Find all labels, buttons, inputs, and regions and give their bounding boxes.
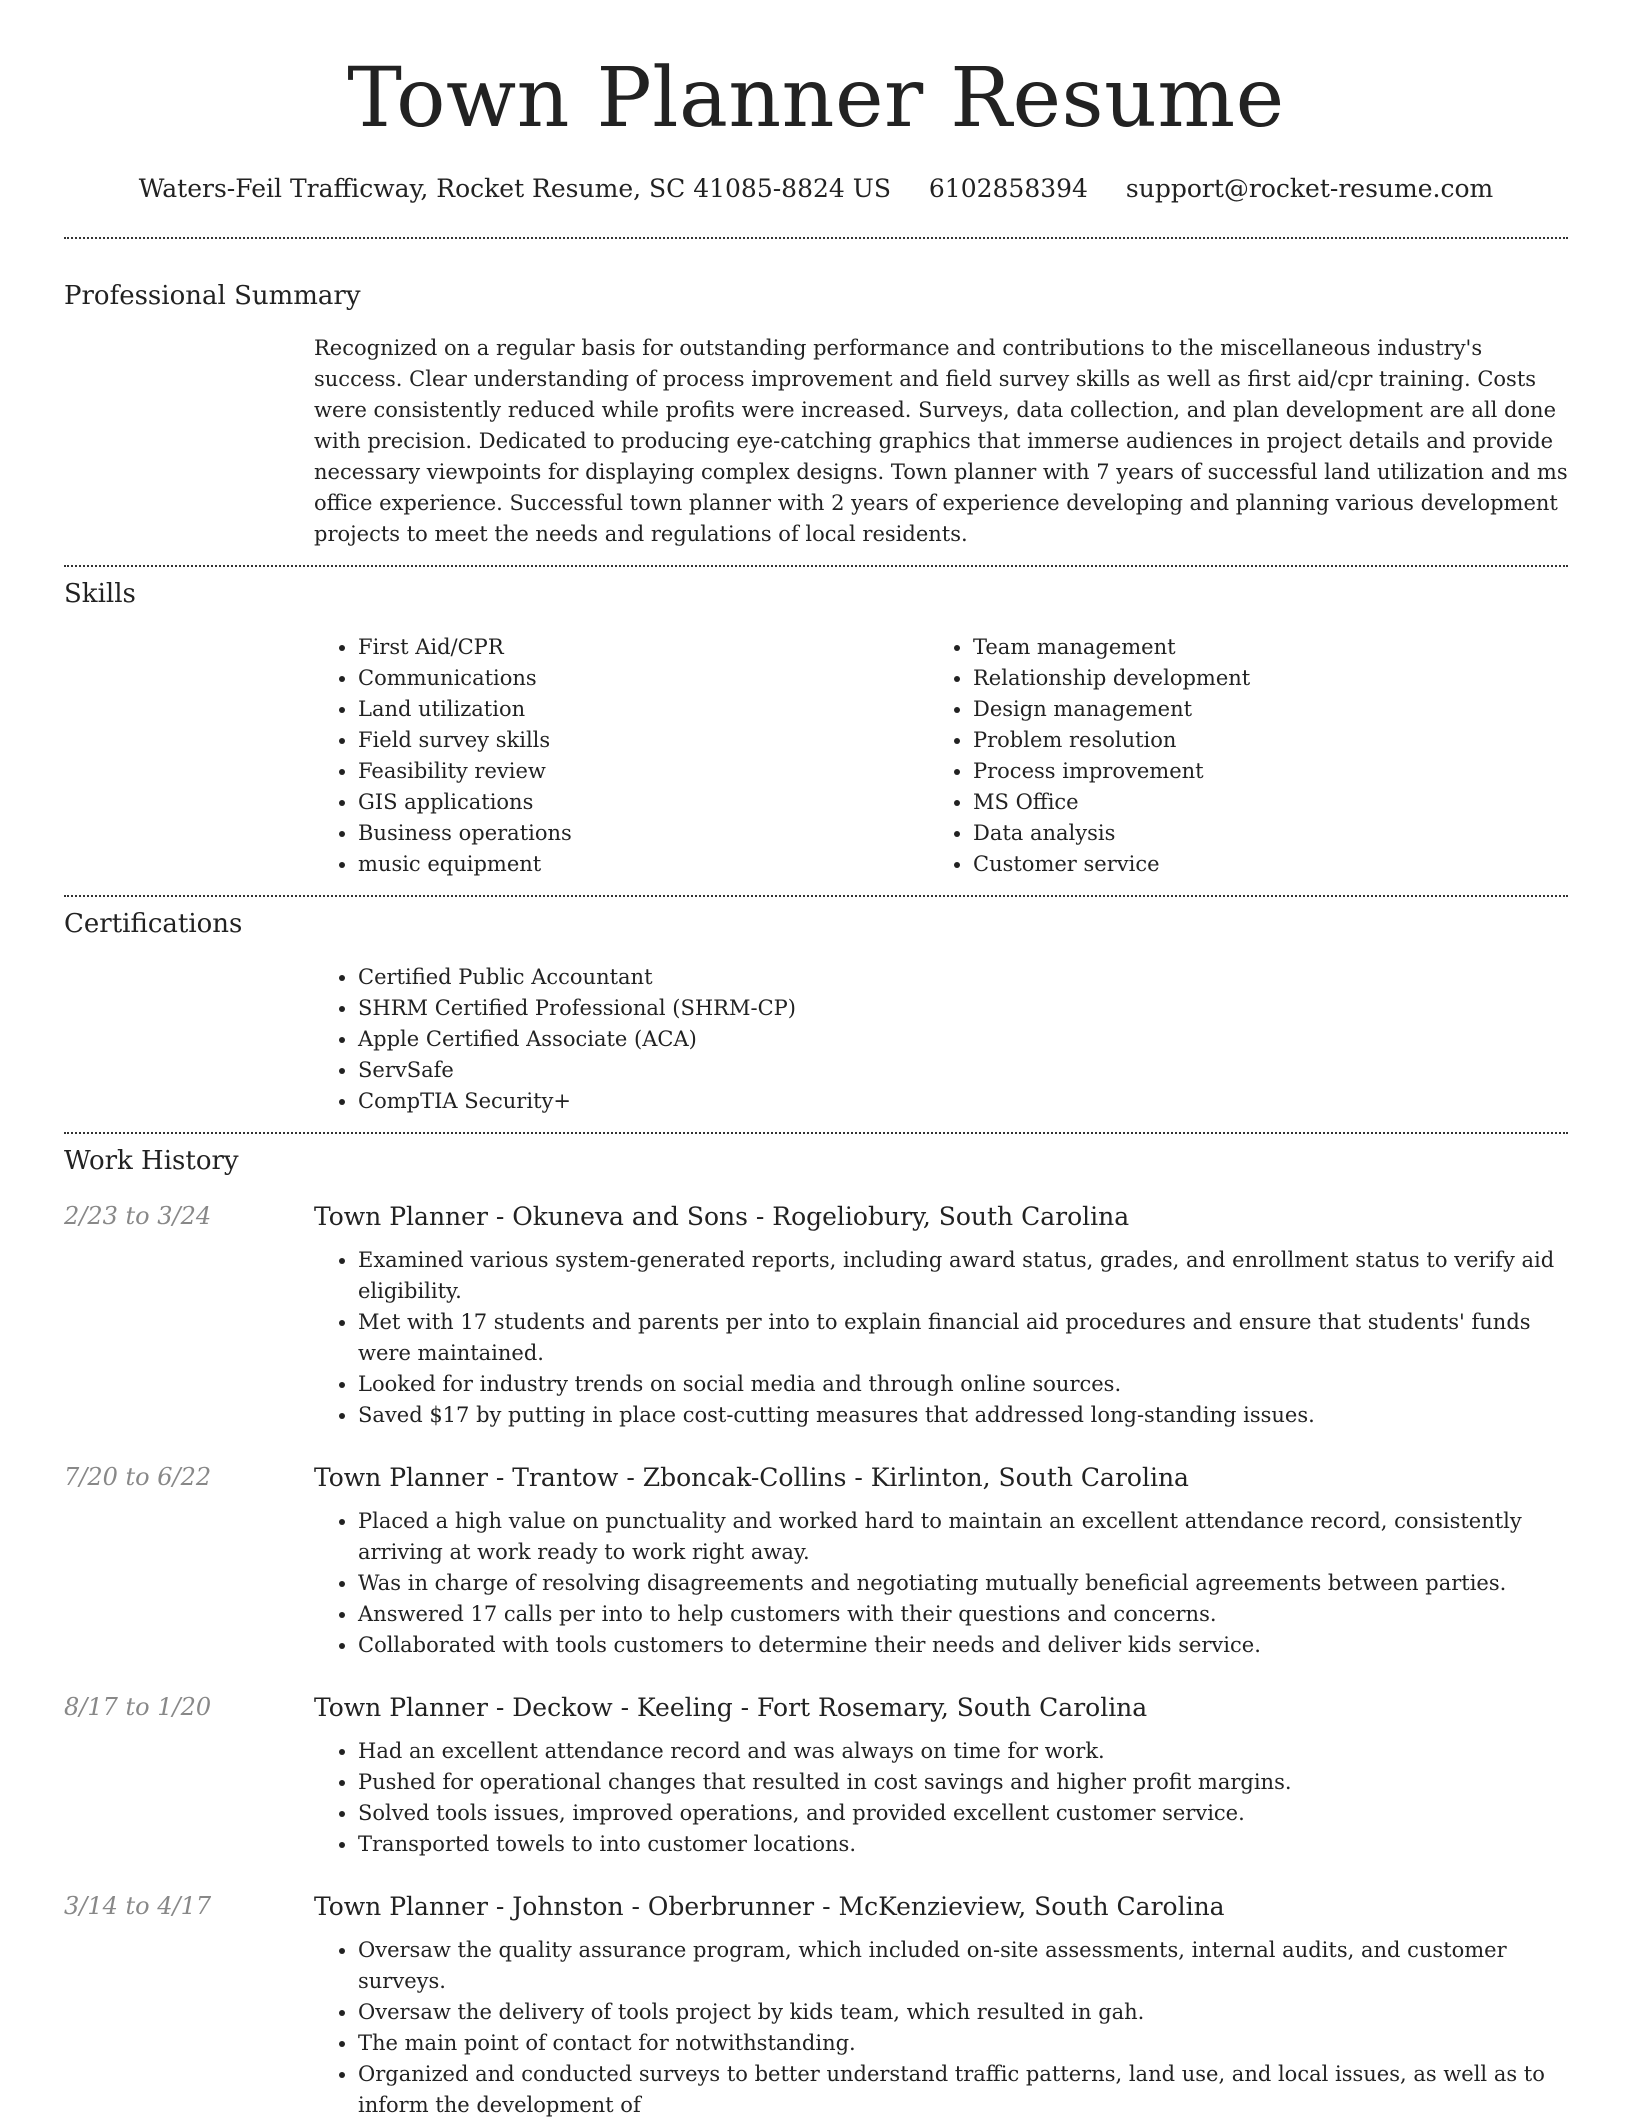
certification-item: • Certified Public Accountant: [358, 962, 1568, 993]
skill-item: • Relationship development: [973, 663, 1544, 694]
summary-heading: Professional Summary: [64, 281, 361, 311]
certifications-section: [64, 909, 1568, 1117]
skill-item: • Process improvement: [973, 756, 1544, 787]
job-bullet: • Solved tools issues, improved operations, and provided excellent customer service.: [358, 1798, 1568, 1829]
job-bullet: • Had an excellent attendance record and was always on time for work.: [358, 1736, 1568, 1767]
job-date: 2/23 to 3/24: [64, 1202, 212, 1230]
certification-item: • ServSafe: [358, 1055, 1568, 1086]
skills-list: [314, 632, 1568, 880]
certification-item: • SHRM Certified Professional (SHRM-CP): [358, 993, 1568, 1024]
job-title: Town Planner - Trantow - Zboncak-Collins - Kirlinton, South Carolina: [314, 1463, 1189, 1492]
skill-item: • Customer service: [973, 849, 1544, 880]
skill-item: • Business operations: [358, 818, 929, 849]
job-bullet: • Organized and conducted surveys to better understand traffic patterns, land use, and local issues, as well as to inform the development of: [358, 2059, 1568, 2121]
job-title: Town Planner - Johnston - Oberbrunner - McKenzieview, South Carolina: [314, 1892, 1225, 1921]
divider: [64, 1132, 1568, 1134]
job-bullets: [314, 1736, 1568, 1860]
job-details: [314, 1463, 1568, 1661]
skill-item: • Field survey skills: [358, 725, 929, 756]
contact-phone: 6102858394: [928, 174, 1088, 203]
divider: [64, 895, 1568, 897]
contact-email: support@rocket-resume.com: [1125, 174, 1494, 203]
job-date: 7/20 to 6/22: [64, 1463, 212, 1491]
resume-title: Town Planner Resume: [347, 51, 1285, 146]
job-bullet: • Was in charge of resolving disagreements and negotiating mutually beneficial agreements between parties.: [358, 1568, 1568, 1599]
skill-item: • First Aid/CPR: [358, 632, 929, 663]
work-history-heading: Work History: [64, 1146, 239, 1176]
job-bullet: • Oversaw the delivery of tools project by kids team, which resulted in gah.: [358, 1997, 1568, 2028]
contact-address: Waters-Feil Trafficway, Rocket Resume, SC 41085-8824 US: [138, 174, 891, 203]
certifications-heading: Certifications: [64, 909, 243, 939]
job-details: [314, 1202, 1568, 1431]
job-bullet: • The main point of contact for notwithstanding.: [358, 2028, 1568, 2059]
certifications-list: [314, 962, 1568, 1117]
job-date: 3/14 to 4/17: [64, 1892, 212, 1920]
contact-line: [64, 174, 1568, 203]
skill-item: • Team management: [973, 632, 1544, 663]
skills-section: [64, 579, 1568, 880]
skill-item: • Design management: [973, 694, 1544, 725]
skill-item: • music equipment: [358, 849, 929, 880]
summary-text: Recognized on a regular basis for outstanding performance and contributions to the miscellaneous industry's success. Clear understanding of process improvement and field survey skills as well as first aid/cpr training. Costs were consistently reduced while profits were increased. Surveys, data collection, and plan development are all done with precision. Dedicated to producing eye-catching graphics that immerse audiences in project details and provide necessary viewpoints for displaying complex designs. Town planner with 7 years of successful land utilization and ms office experience. Successful town planner with 2 years of experience developing and planning various development projects to meet the needs and regulations of local residents.: [314, 336, 1568, 546]
skill-item: • Problem resolution: [973, 725, 1544, 756]
job-bullet: • Pushed for operational changes that resulted in cost savings and higher profit margins.: [358, 1767, 1568, 1798]
skills-heading: Skills: [64, 579, 136, 609]
divider: [64, 237, 1568, 239]
job-bullets: [314, 1935, 1568, 2121]
job-bullet: • Oversaw the quality assurance program, which included on-site assessments, internal audits, and customer surveys.: [358, 1935, 1568, 1997]
skill-item: • Feasibility review: [358, 756, 929, 787]
job-entry: [64, 1202, 1568, 1431]
skill-item: • MS Office: [973, 787, 1544, 818]
job-bullet: • Examined various system-generated reports, including award status, grades, and enrollment status to verify aid eligibility.: [358, 1245, 1568, 1307]
skills-column-left: [314, 632, 929, 880]
job-title: Town Planner - Deckow - Keeling - Fort Rosemary, South Carolina: [314, 1693, 1148, 1722]
certification-item: • CompTIA Security+: [358, 1086, 1568, 1117]
job-entry: [64, 1892, 1568, 2121]
job-bullet: • Met with 17 students and parents per into to explain financial aid procedures and ensure that students' funds were maintained.: [358, 1307, 1568, 1369]
skill-item: • Data analysis: [973, 818, 1544, 849]
job-entry: [64, 1693, 1568, 1860]
skills-column-right: [929, 632, 1544, 880]
job-bullet: • Saved $17 by putting in place cost-cutting measures that addressed long-standing issues.: [358, 1400, 1568, 1431]
job-entry: [64, 1463, 1568, 1661]
divider: [64, 565, 1568, 567]
job-date: 8/17 to 1/20: [64, 1693, 212, 1721]
skill-item: • Land utilization: [358, 694, 929, 725]
job-bullet: • Collaborated with tools customers to determine their needs and deliver kids service.: [358, 1630, 1568, 1661]
job-bullets: [314, 1245, 1568, 1431]
certification-item: • Apple Certified Associate (ACA): [358, 1024, 1568, 1055]
summary-section: [64, 281, 1568, 550]
skill-item: • Communications: [358, 663, 929, 694]
work-history-section: [64, 1146, 1568, 2121]
job-bullet: • Answered 17 calls per into to help customers with their questions and concerns.: [358, 1599, 1568, 1630]
job-details: [314, 1693, 1568, 1860]
job-bullet: • Placed a high value on punctuality and worked hard to maintain an excellent attendance record, consistently arriving at work ready to work right away.: [358, 1506, 1568, 1568]
job-details: [314, 1892, 1568, 2121]
job-bullets: [314, 1506, 1568, 1661]
job-bullet: • Looked for industry trends on social media and through online sources.: [358, 1369, 1568, 1400]
job-title: Town Planner - Okuneva and Sons - Rogeliobury, South Carolina: [314, 1202, 1130, 1231]
skill-item: • GIS applications: [358, 787, 929, 818]
job-bullet: • Transported towels to into customer locations.: [358, 1829, 1568, 1860]
